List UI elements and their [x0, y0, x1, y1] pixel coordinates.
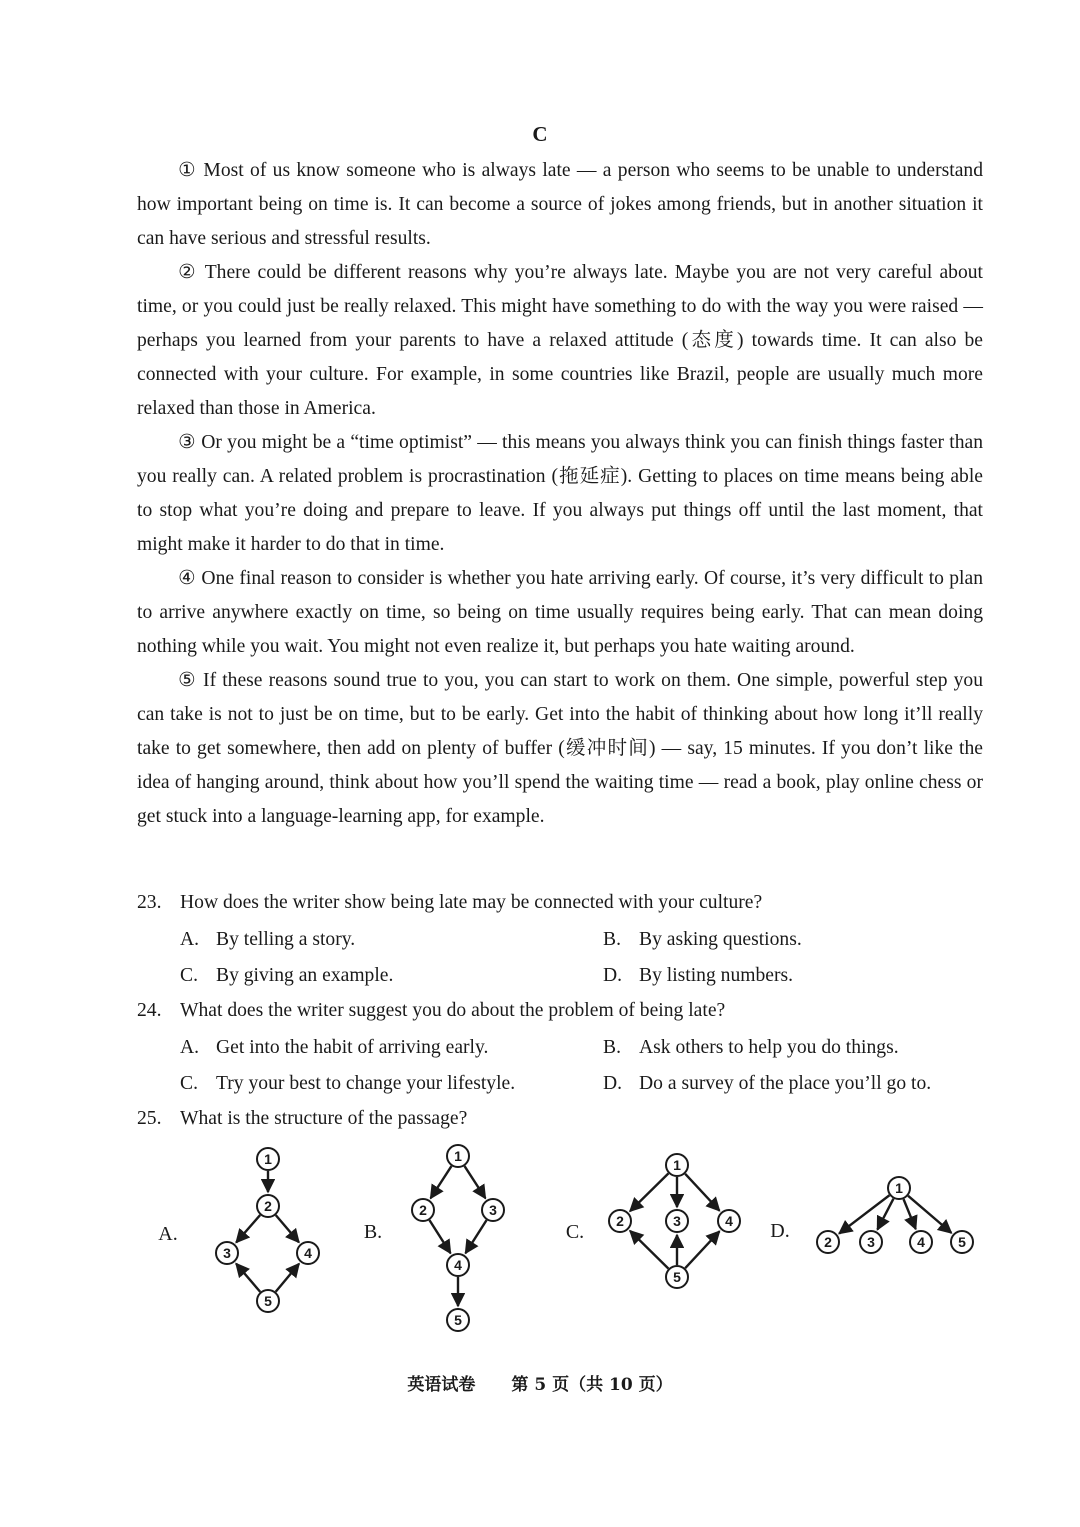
diagram-node-number: 2 [264, 1198, 272, 1214]
diagram-arrow [465, 1166, 486, 1198]
diagram-node-number: 1 [454, 1148, 462, 1164]
option-text: By asking questions. [639, 929, 802, 950]
question-text: What does the writer suggest you do about the problem of being late? [180, 1000, 726, 1021]
diagram-arrow [904, 1199, 916, 1229]
reading-passage [137, 154, 983, 834]
option-letter: C. [180, 1073, 198, 1094]
diagram-arrow [685, 1231, 719, 1268]
diagram-node-number: 1 [264, 1151, 272, 1167]
diagram-node-number: 2 [616, 1213, 624, 1229]
question-25-stem [137, 1106, 467, 1132]
diagram-node-number: 3 [223, 1245, 231, 1261]
diagram-node-number: 4 [454, 1257, 462, 1273]
option-text: By listing numbers. [639, 965, 794, 986]
option-letter: A. [180, 1037, 200, 1058]
diagram-node-number: 5 [958, 1234, 966, 1250]
option-letter: B. [603, 1037, 621, 1058]
diagram-node-number: 3 [673, 1213, 681, 1229]
diagram-node-number: 4 [304, 1245, 312, 1261]
diagram-option-letter: C. [565, 1221, 585, 1243]
option-text: Try your best to change your lifestyle. [216, 1073, 516, 1094]
diagram-option-letter: B. [363, 1221, 383, 1243]
question-24-option-c[interactable] [180, 1071, 515, 1097]
question-number: 25. [137, 1108, 162, 1129]
paragraph-5: ⑤ If these reasons sound true to you, you can start to work on them. One simple, powerful step you can take is not to just be on time, but to be early. Get into the habit of thinking about how long it’ll really take to get somewhere, then add on plenty of buffer (缓冲时间) — say, 15 minutes. If you don’t like the idea of hanging around, think about how you’ll spend the waiting time — read a book, play online chess or get stuck into a language-learning app, for example. [137, 670, 983, 827]
option-text: By telling a story. [216, 929, 356, 950]
option-text: Ask others to help you do things. [639, 1037, 899, 1058]
option-letter: D. [603, 1073, 623, 1094]
question-23-stem [137, 890, 762, 916]
question-23-option-d[interactable] [603, 963, 793, 989]
diagram-arrow [685, 1174, 719, 1211]
question-23-option-b[interactable] [603, 927, 802, 953]
diagram-arrow [431, 1166, 452, 1198]
question-text: How does the writer show being late may be connected with your culture? [180, 892, 763, 913]
diagram-option-letter: A. [158, 1223, 178, 1245]
question-24-stem [137, 998, 725, 1024]
option-letter: B. [603, 929, 621, 950]
option-letter: C. [180, 965, 198, 986]
diagram-node-number: 3 [867, 1234, 875, 1250]
diagram-arrow [630, 1231, 668, 1269]
footer-subject: 英语试卷 [407, 1375, 476, 1395]
diagram-node-number: 2 [419, 1202, 427, 1218]
option-letter: A. [180, 929, 200, 950]
diagram-arrow [276, 1264, 299, 1292]
question-24-option-a[interactable] [180, 1035, 488, 1061]
option-text: Get into the habit of arriving early. [216, 1037, 489, 1058]
question-23-option-c[interactable] [180, 963, 393, 989]
diagram-option-b[interactable] [364, 1145, 504, 1331]
diagram-arrow [839, 1195, 889, 1233]
diagram-node-number: 1 [673, 1157, 681, 1173]
option-text: By giving an example. [216, 965, 394, 986]
paragraph-2: ② There could be different reasons why you’re always late. Maybe you are not very careful about time, or you could just be really relaxed. This might have something to do with the way you were raised — perhaps you learned from your parents to have a relaxed attitude (态度) towards time. It can also be connected with your culture. For example, in some countries like Brazil, people are usually much more relaxed than those in America. [137, 262, 983, 419]
diagram-option-a[interactable] [158, 1148, 319, 1312]
paragraph-1: ① Most of us know someone who is always late — a person who seems to be unable to understand how important being on time is. It can become a source of jokes among friends, but in another situation it can have serious and stressful results. [137, 160, 983, 249]
option-text: Do a survey of the place you’ll go to. [639, 1073, 932, 1094]
diagram-node-number: 5 [673, 1269, 681, 1285]
diagram-arrow [236, 1215, 260, 1242]
question-text: What is the structure of the passage? [180, 1108, 468, 1129]
diagram-node-number: 1 [895, 1180, 903, 1196]
paragraph-3: ③ Or you might be a “time optimist” — this means you always think you can finish things faster than you really can. A related problem is procrastination (拖延症). Getting to places on time means being able to stop what you’re doing and prepare to leave. If you always put things off until the last moment, that might make it harder to do that in time. [137, 432, 983, 555]
structure-diagrams [0, 1130, 1080, 1340]
diagram-arrow [630, 1173, 668, 1211]
option-letter: D. [603, 965, 623, 986]
diagram-option-d[interactable] [770, 1177, 973, 1253]
section-title: C [532, 122, 548, 146]
question-24-option-b[interactable] [603, 1035, 899, 1061]
diagram-node-number: 5 [454, 1312, 462, 1328]
diagram-node-number: 2 [824, 1234, 832, 1250]
diagram-arrow [429, 1220, 450, 1253]
diagram-option-c[interactable] [566, 1154, 740, 1288]
footer-page-number: 第 5 页（共 10 页） [511, 1375, 673, 1395]
paragraph-4: ④ One final reason to consider is whether you hate arriving early. Of course, it’s very difficult to plan to arrive anywhere exactly on time, so being on time usually requires being early. That can mean doing nothing while you wait. You might not even realize it, but perhaps you hate waiting around. [137, 568, 983, 657]
diagram-node-number: 5 [264, 1293, 272, 1309]
diagram-arrow [466, 1220, 487, 1253]
question-24-option-d[interactable] [603, 1071, 931, 1097]
diagram-node-number: 3 [489, 1202, 497, 1218]
diagram-node-number: 4 [917, 1234, 925, 1250]
question-23-option-a[interactable] [180, 927, 355, 953]
question-number: 24. [137, 1000, 162, 1021]
diagram-option-letter: D. [770, 1220, 790, 1242]
diagram-arrow [276, 1215, 299, 1242]
diagram-arrow [236, 1264, 260, 1292]
question-number: 23. [137, 892, 162, 913]
diagram-node-number: 4 [725, 1213, 733, 1229]
page-footer [0, 1370, 1080, 1395]
